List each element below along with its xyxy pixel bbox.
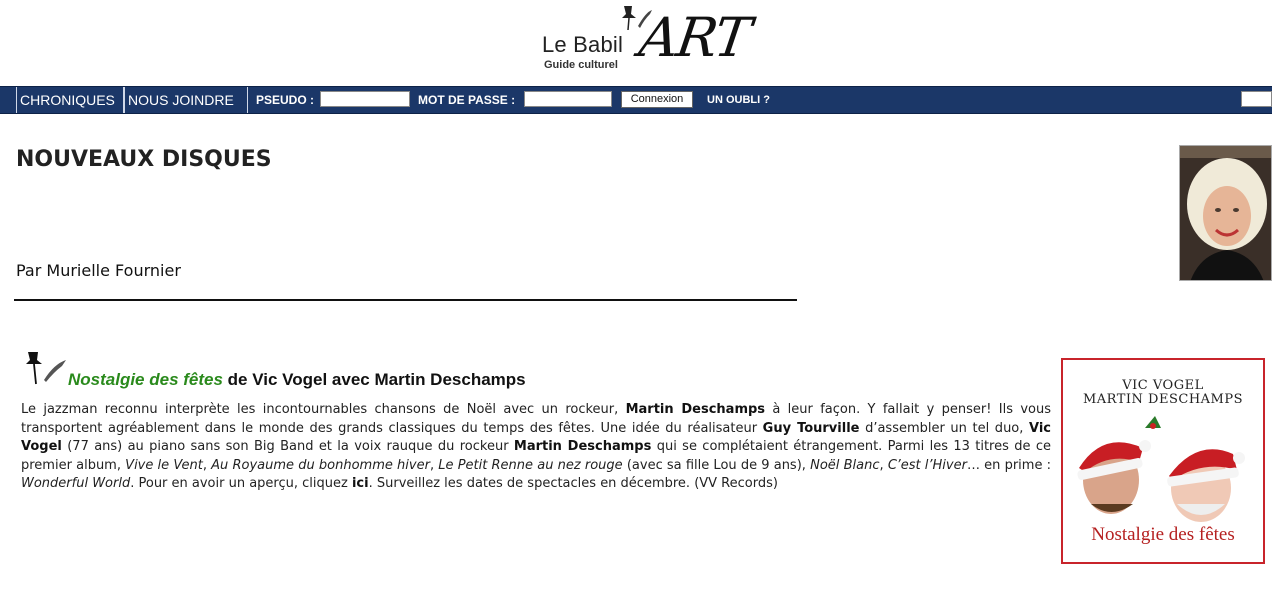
search-input[interactable] — [1241, 91, 1272, 107]
cover-artwork — [1063, 408, 1263, 528]
song-title: Le Petit Renne au nez rouge — [438, 457, 623, 473]
article-body — [21, 401, 1051, 494]
site-logo[interactable] — [536, 4, 756, 84]
body-bold-guy: Guy Tourville — [762, 420, 860, 436]
logo-text-art: ART — [635, 6, 754, 69]
song-title: Au Royaume du bonhomme hiver — [211, 457, 430, 473]
header-divider — [14, 299, 797, 301]
song-title: Vive le Vent — [125, 457, 203, 473]
album-title: Nostalgie des fêtes — [68, 370, 223, 389]
body-text: , — [429, 457, 439, 473]
cover-artist-2: MARTIN DESCHAMPS — [1082, 392, 1244, 407]
nav-nous-joindre[interactable]: NOUS JOINDRE — [124, 87, 248, 113]
song-title: Noël Blanc — [810, 457, 880, 473]
password-input[interactable] — [524, 91, 612, 107]
body-bold-martin: Martin Deschamps — [625, 402, 766, 417]
connexion-button[interactable]: Connexion — [621, 91, 693, 108]
cover-album-title: Nostalgie des fêtes — [1091, 524, 1235, 545]
article-heading-rest: de Vic Vogel avec Martin Deschamps — [222, 370, 526, 389]
author-byline: Par Murielle Fournier — [16, 261, 181, 280]
logo-tagline: Guide culturel — [544, 59, 618, 71]
page-title: NOUVEAUX DISQUES — [16, 147, 272, 172]
logo-text-le-babil: Le Babil — [542, 32, 624, 57]
pseudo-label: PSEUDO : — [256, 93, 315, 107]
body-text: (77 ans) au piano sans son Big Band et la voix rauque du rockeur — [61, 439, 514, 454]
nav-chroniques[interactable]: CHRONIQUES — [16, 87, 124, 113]
body-text: , — [202, 457, 212, 473]
preview-link[interactable]: ici — [351, 476, 369, 491]
body-text: , — [879, 457, 888, 473]
body-text: . Surveillez les dates de spectacles en décembre. (VV Records) — [368, 476, 778, 491]
body-bold-martin-2: Martin Deschamps — [513, 439, 652, 454]
pushpin-icon — [24, 350, 68, 390]
body-bold-vic: Vic Vogel — [21, 420, 1051, 454]
cover-artist-1: VIC VOGEL — [1122, 378, 1204, 393]
password-label: MOT DE PASSE : — [418, 93, 516, 107]
album-cover[interactable] — [1061, 358, 1265, 564]
song-title: C’est l’Hiver — [887, 457, 967, 473]
author-photo — [1179, 145, 1272, 281]
forgot-link[interactable]: UN OUBLI ? — [707, 94, 770, 106]
body-text: . Pour en avoir un aperçu, cliquez — [130, 476, 352, 491]
body-text: à leur façon. Y fallait y penser! Ils vous transportent agréablement dans le monde des grands classiques du temps des fêtes. Une idée du réalisateur — [21, 402, 1051, 436]
main-navbar — [0, 86, 1272, 114]
song-title: Wonderful World — [21, 476, 131, 491]
navbar-left-stub — [0, 87, 16, 113]
body-text: (avec sa fille Lou de 9 ans), — [622, 457, 811, 473]
pseudo-input[interactable] — [320, 91, 410, 107]
author-portrait-image — [1180, 146, 1272, 281]
body-text: … en prime : — [966, 457, 1052, 473]
article-heading — [68, 370, 526, 390]
body-text: Le jazzman reconnu interprète les incontournables chansons de Noël avec un rockeur, — [21, 402, 626, 417]
body-text: d’assembler un tel duo, — [859, 420, 1029, 436]
body-text: qui se complétaient étrangement. Parmi les 13 titres de ce premier album, — [21, 439, 1051, 473]
